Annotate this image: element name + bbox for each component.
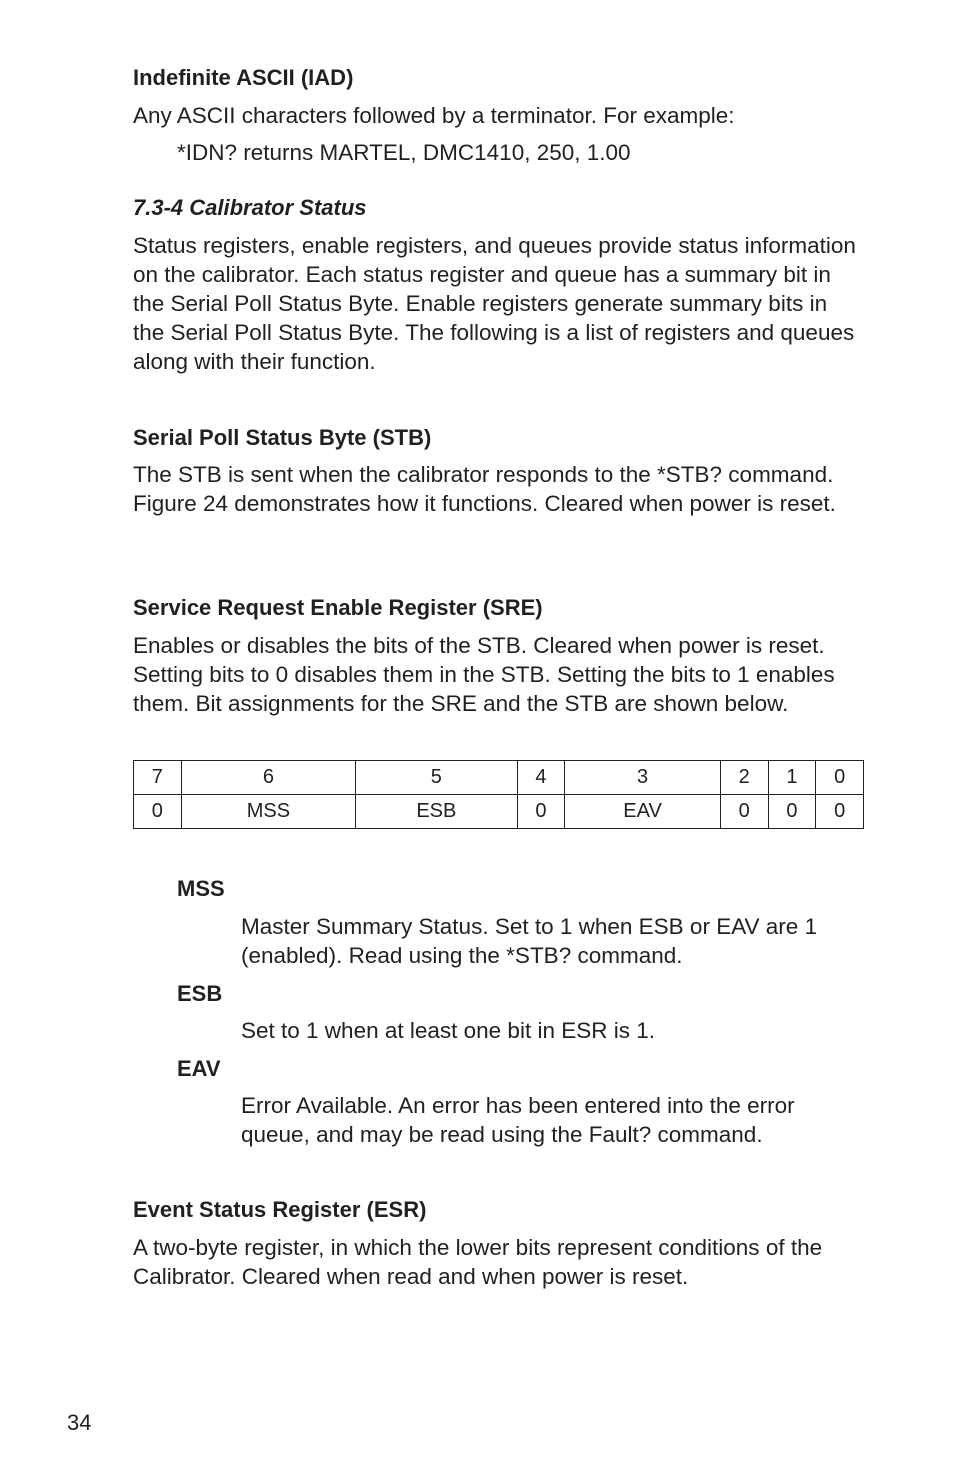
bit-value-cell: 0 xyxy=(768,795,816,829)
bit-value-cell: ESB xyxy=(356,795,517,829)
bit-number-cell: 7 xyxy=(134,761,182,795)
bit-value-cell: 0 xyxy=(720,795,768,829)
bit-number-cell: 6 xyxy=(181,761,355,795)
bit-value-row xyxy=(134,795,864,829)
esr-body: A two-byte register, in which the lower bits represent conditions of the Calibrator. Cleared when read and when power is reset. xyxy=(133,1235,823,1289)
calibrator-status-heading: 7.3-4 Calibrator Status xyxy=(133,195,367,220)
page-number: 34 xyxy=(67,1410,92,1435)
bit-value-cell: MSS xyxy=(181,795,355,829)
esb-term: ESB xyxy=(177,981,223,1006)
iad-body: Any ASCII characters followed by a terminator. For example: xyxy=(133,103,735,128)
mss-term: MSS xyxy=(177,876,225,901)
sre-body: Enables or disables the bits of the STB. Cleared when power is reset. Setting bits to 0 disables them in the STB. Setting the bits to 1 enables them. Bit assignments for the SRE and the STB are shown below. xyxy=(133,633,835,716)
eav-definition: Error Available. An error has been entered into the error queue, and may be read using the Fault? command. xyxy=(241,1093,795,1147)
mss-definition: Master Summary Status. Set to 1 when ESB or EAV are 1 (enabled). Read using the *STB? command. xyxy=(241,914,818,968)
bit-number-cell: 1 xyxy=(768,761,816,795)
bit-number-cell: 3 xyxy=(565,761,721,795)
bit-value-cell: 0 xyxy=(134,795,182,829)
bit-value-cell: 0 xyxy=(816,795,864,829)
bit-number-cell: 4 xyxy=(517,761,565,795)
bit-number-cell: 2 xyxy=(720,761,768,795)
stb-heading: Serial Poll Status Byte (STB) xyxy=(133,425,432,450)
bit-number-cell: 5 xyxy=(356,761,517,795)
stb-body: The STB is sent when the calibrator responds to the *STB? command. Figure 24 demonstrates how it functions. Cleared when power is reset. xyxy=(133,462,836,516)
bit-value-cell: 0 xyxy=(517,795,565,829)
bit-value-cell: EAV xyxy=(565,795,721,829)
esb-definition: Set to 1 when at least one bit in ESR is 1. xyxy=(241,1018,655,1043)
bit-assignment-table xyxy=(133,760,864,829)
bit-number-cell: 0 xyxy=(816,761,864,795)
iad-heading: Indefinite ASCII (IAD) xyxy=(133,65,354,90)
bit-number-row xyxy=(134,761,864,795)
eav-term: EAV xyxy=(177,1056,221,1081)
sre-heading: Service Request Enable Register (SRE) xyxy=(133,595,543,620)
iad-example: *IDN? returns MARTEL, DMC1410, 250, 1.00 xyxy=(177,140,631,165)
calibrator-status-body: Status registers, enable registers, and queues provide status information on the calibrator. Each status register and queue has a summary bit in the Serial Poll Status Byte. Enable registers generate summary bits in the Serial Poll Status Byte. The following is a list of registers and queues along with their function. xyxy=(133,233,856,374)
esr-heading: Event Status Register (ESR) xyxy=(133,1197,427,1222)
